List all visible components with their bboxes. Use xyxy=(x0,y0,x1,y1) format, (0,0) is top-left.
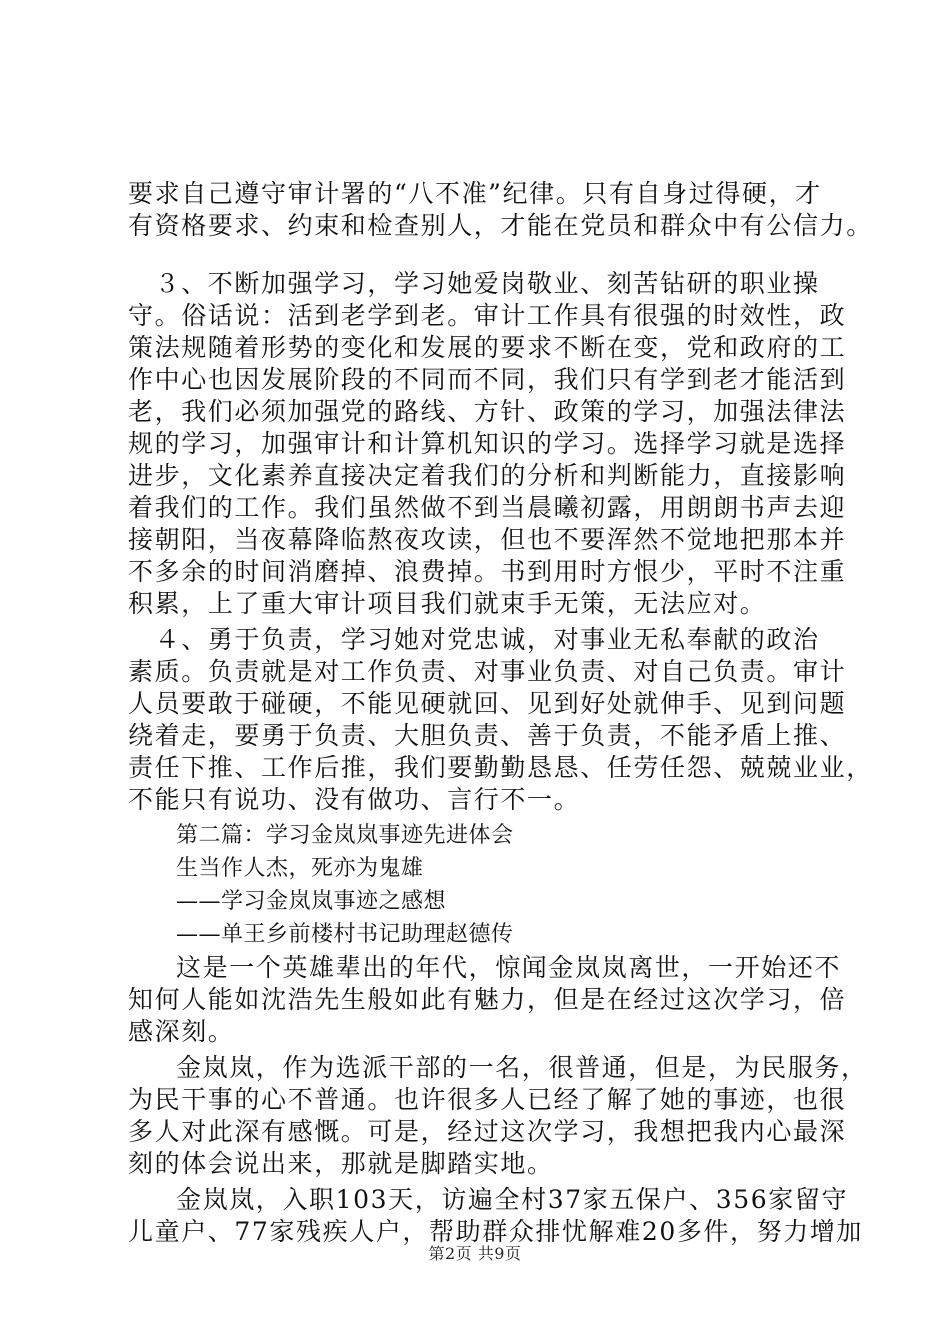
body-line: 金岚岚，作为选派干部的一名，很普通，但是，为民服务， xyxy=(176,1053,868,1082)
body-line: 接朝阳，当夜幕降临熬夜攻读，但也不要浑然不觉地把那本并 xyxy=(128,525,847,554)
body-line: 积累，上了重大审计项目我们就束手无策，无法应对。 xyxy=(128,589,767,618)
article-author: ——单王乡前楼村书记助理赵德传 xyxy=(176,922,514,947)
body-line: 进步，文化素养直接决定着我们的分析和判断能力，直接影响 xyxy=(128,461,847,490)
body-line: 着我们的工作。我们虽然做不到当晨曦初露，用朗朗书声去迎 xyxy=(128,493,847,522)
body-line: 守。俗话说：活到老学到老。审计工作具有很强的时效性，政 xyxy=(128,301,847,330)
body-line: 规的学习，加强审计和计算机知识的学习。选择学习就是选择 xyxy=(128,429,847,458)
body-line: 感深刻。 xyxy=(128,1017,235,1046)
body-line: ３、不断加强学习，学习她爱岗敬业、刻苦钻研的职业操 xyxy=(128,269,820,298)
body-line: 绕着走，要勇于负责、大胆负责、善于负责，不能矛盾上推、 xyxy=(128,721,847,750)
body-line: 金岚岚，入职103天，访遍全村37家五保户、356家留守 xyxy=(176,1185,849,1214)
article-title: 生当作人杰，死亦为鬼雄 xyxy=(176,856,424,881)
body-line: 作中心也因发展阶段的不同而不同，我们只有学到老才能活到 xyxy=(128,365,847,394)
body-line: 不多余的时间消磨掉、浪费掉。书到用时方恨少，平时不注重 xyxy=(128,557,847,586)
page-footer: 第2页 共9页 xyxy=(428,1244,522,1263)
body-line: 刻的体会说出来，那就是脚踏实地。 xyxy=(128,1149,554,1178)
body-line: 儿童户、77家残疾人户，帮助群众排忧解难20多件，努力增加 xyxy=(128,1217,864,1246)
section-title: 第二篇：学习金岚岚事迹先进体会 xyxy=(176,823,514,848)
body-line: 为民干事的心不普通。也许很多人已经了解了她的事迹，也很 xyxy=(128,1085,847,1114)
body-line: 策法规随着形势的变化和发展的要求不断在变，党和政府的工 xyxy=(128,333,847,362)
body-line: 责任下推、工作后推，我们要勤勤恳恳、任劳任怨、兢兢业业， xyxy=(128,753,873,782)
body-line: 知何人能如沈浩先生般如此有魅力，但是在经过这次学习，倍 xyxy=(128,985,847,1014)
body-line: 人员要敢于碰硬，不能见硬就回、见到好处就伸手、见到问题 xyxy=(128,689,847,718)
body-line: 要求自己遵守审计署的“八不准”纪律。只有自身过得硬，才 xyxy=(128,179,822,208)
body-line: 老，我们必须加强党的路线、方针、政策的学习，加强法律法 xyxy=(128,397,847,426)
body-line: ４、勇于负责，学习她对党忠诚，对事业无私奉献的政治 xyxy=(128,625,820,654)
body-line: 不能只有说功、没有做功、言行不一。 xyxy=(128,785,581,814)
body-line: 有资格要求、约束和检查别人，才能在党员和群众中有公信力。 xyxy=(128,211,873,240)
body-line: 这是一个英雄辈出的年代，惊闻金岚岚离世，一开始还不 xyxy=(176,953,842,982)
body-line: 素质。负责就是对工作负责、对事业负责、对自己负责。审计 xyxy=(128,657,847,686)
article-subtitle: ——学习金岚岚事迹之感想 xyxy=(176,889,447,914)
body-line: 多人对此深有感慨。可是，经过这次学习，我想把我内心最深 xyxy=(128,1117,847,1146)
